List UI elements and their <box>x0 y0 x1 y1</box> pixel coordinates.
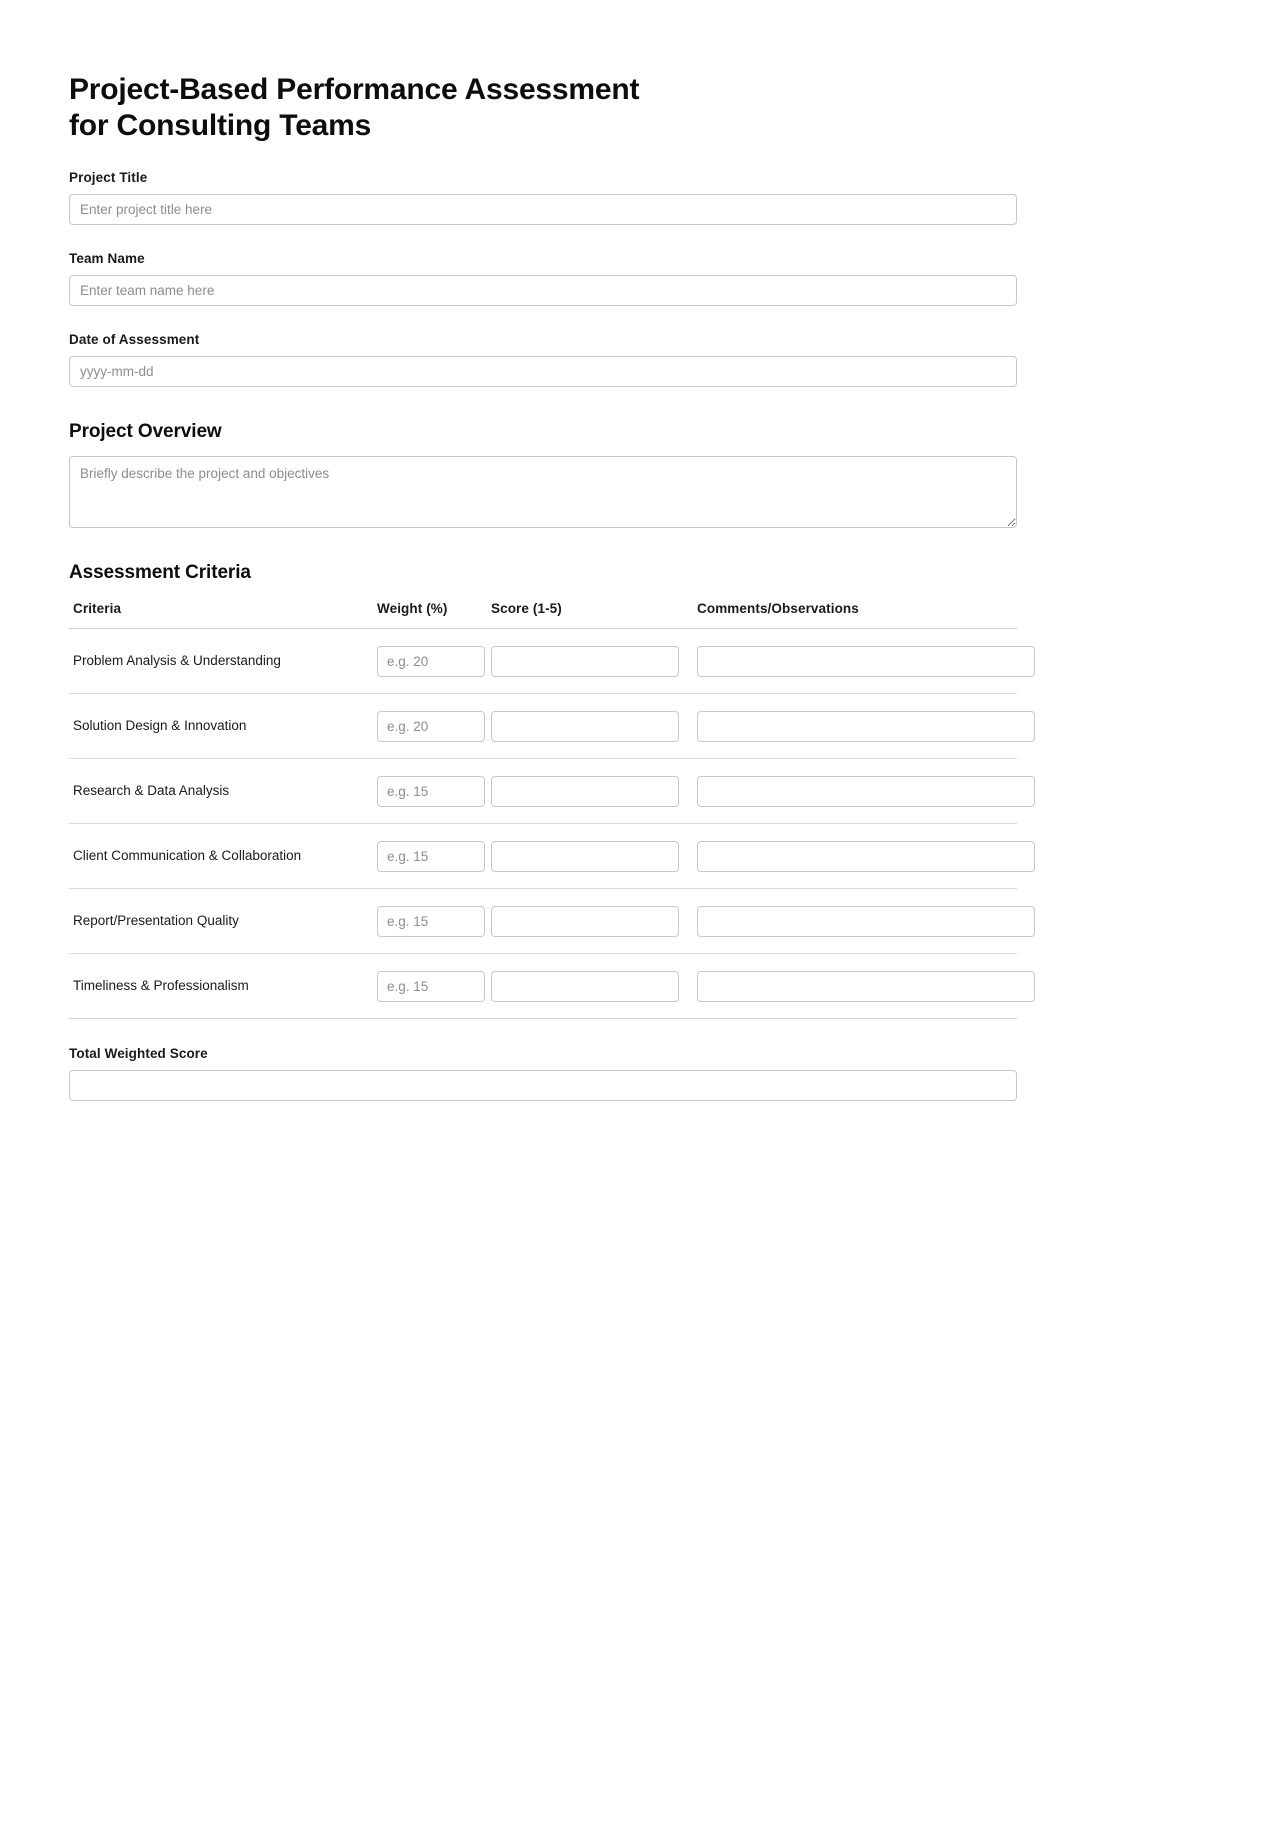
table-row <box>69 694 1017 759</box>
criteria-label: Problem Analysis & Understanding <box>69 629 373 694</box>
comments-input[interactable] <box>697 776 1035 807</box>
comments-cell <box>693 824 1017 889</box>
team-name-input[interactable] <box>69 275 1017 306</box>
page-title-line-2: for Consulting Teams <box>69 109 372 142</box>
score-input[interactable] <box>491 906 679 937</box>
score-input[interactable] <box>491 971 679 1002</box>
criteria-label: Client Communication & Collaboration <box>69 824 373 889</box>
date-of-assessment-input[interactable] <box>69 356 1017 387</box>
weight-input[interactable] <box>377 646 485 677</box>
table-row <box>69 629 1017 694</box>
score-cell <box>487 629 693 694</box>
score-input[interactable] <box>491 646 679 677</box>
field-label-total-weighted-score: Total Weighted Score <box>69 1046 208 1061</box>
weight-input[interactable] <box>377 971 485 1002</box>
table-header-row <box>69 597 1017 629</box>
field-project-title <box>69 170 1017 225</box>
column-header-comments: Comments/Observations <box>693 597 1017 629</box>
section-heading-project-overview: Project Overview <box>69 421 222 442</box>
table-row <box>69 759 1017 824</box>
assessment-criteria-table <box>69 597 1017 1019</box>
field-label-team-name: Team Name <box>69 251 145 266</box>
weight-input[interactable] <box>377 906 485 937</box>
score-input[interactable] <box>491 776 679 807</box>
criteria-label: Solution Design & Innovation <box>69 694 373 759</box>
score-input[interactable] <box>491 711 679 742</box>
page-title <box>69 0 689 144</box>
column-header-criteria: Criteria <box>69 597 373 629</box>
score-cell <box>487 889 693 954</box>
score-cell <box>487 824 693 889</box>
field-date-of-assessment <box>69 332 1017 387</box>
weight-cell <box>373 954 487 1019</box>
form-page <box>69 0 1017 1101</box>
table-row <box>69 824 1017 889</box>
score-cell <box>487 694 693 759</box>
comments-input[interactable] <box>697 646 1035 677</box>
comments-input[interactable] <box>697 971 1035 1002</box>
field-label-project-title: Project Title <box>69 170 148 185</box>
criteria-label: Timeliness & Professionalism <box>69 954 373 1019</box>
criteria-label: Report/Presentation Quality <box>69 889 373 954</box>
comments-cell <box>693 694 1017 759</box>
comments-input[interactable] <box>697 906 1035 937</box>
comments-cell <box>693 889 1017 954</box>
weight-cell <box>373 889 487 954</box>
weight-input[interactable] <box>377 841 485 872</box>
section-heading-assessment-criteria: Assessment Criteria <box>69 562 251 583</box>
score-input[interactable] <box>491 841 679 872</box>
field-team-name <box>69 251 1017 306</box>
comments-cell <box>693 759 1017 824</box>
weight-cell <box>373 824 487 889</box>
weight-cell <box>373 759 487 824</box>
weight-cell <box>373 629 487 694</box>
field-label-date-of-assessment: Date of Assessment <box>69 332 200 347</box>
table-row <box>69 954 1017 1019</box>
comments-cell <box>693 629 1017 694</box>
total-weighted-score-input[interactable] <box>69 1070 1017 1101</box>
project-overview-textarea[interactable] <box>69 456 1017 528</box>
score-cell <box>487 759 693 824</box>
field-total-weighted-score <box>69 1046 1017 1101</box>
comments-input[interactable] <box>697 841 1035 872</box>
comments-input[interactable] <box>697 711 1035 742</box>
project-title-input[interactable] <box>69 194 1017 225</box>
table-row <box>69 889 1017 954</box>
assessment-criteria-body <box>69 629 1017 1019</box>
column-header-score: Score (1-5) <box>487 597 693 629</box>
criteria-label: Research & Data Analysis <box>69 759 373 824</box>
page-title-line-1: Project-Based Performance Assessment <box>69 73 640 106</box>
comments-cell <box>693 954 1017 1019</box>
score-cell <box>487 954 693 1019</box>
weight-input[interactable] <box>377 711 485 742</box>
weight-cell <box>373 694 487 759</box>
weight-input[interactable] <box>377 776 485 807</box>
column-header-weight: Weight (%) <box>373 597 487 629</box>
